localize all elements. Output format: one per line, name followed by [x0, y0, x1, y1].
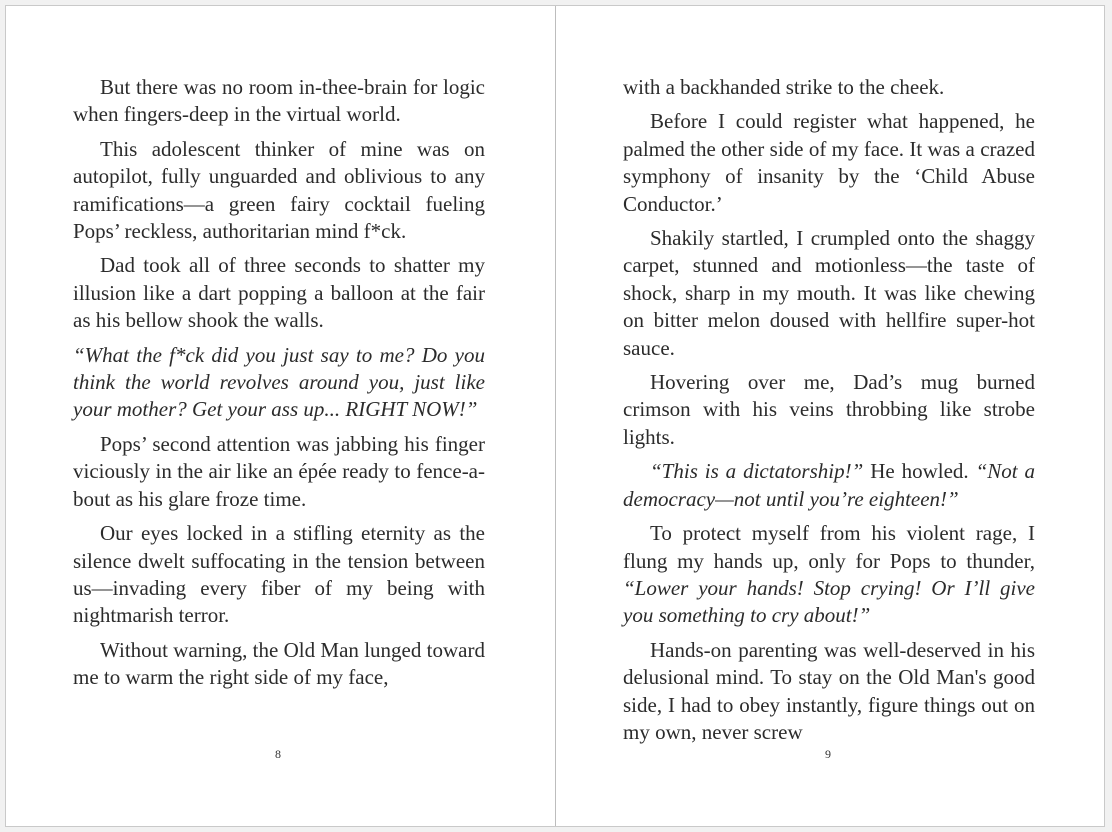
body-text: Our eyes locked in a stifling eternity as the silence dwelt suffocating in the tension between us—invading every fiber of my being with nightmarish terror.	[73, 521, 485, 628]
paragraph	[73, 431, 485, 513]
body-text: Pops’ second attention was jabbing his finger viciously in the air like an épée ready to fence-a-bout as his glare froze time.	[73, 431, 485, 511]
paragraph	[623, 520, 1035, 630]
paragraph	[623, 74, 1035, 101]
body-text: To protect myself from his violent rage, I flung my hands up, only for Pops to thunder,	[623, 521, 1035, 573]
body-text: with a backhanded strike to the cheek.	[623, 75, 945, 99]
paragraph	[73, 520, 485, 630]
page-gutter-divider	[555, 6, 556, 826]
italic-dialogue-text: “What the f*ck did you just say to me? Do you think the world revolves around you, just like your mother? Get your ass up... RIGHT NOW!”	[73, 342, 485, 422]
paragraph	[73, 74, 485, 129]
book-spread	[5, 5, 1105, 827]
body-text: Hovering over me, Dad’s mug burned crimson with his veins throbbing like strobe lights.	[623, 370, 1035, 449]
paragraph	[623, 637, 1035, 747]
body-text: Before I could register what happened, he palmed the other side of my face. It was a crazed symphony of insanity by the ‘Child Abuse Conductor.’	[623, 109, 1035, 216]
paragraph	[623, 225, 1035, 362]
left-page-number: 8	[275, 747, 281, 761]
italic-dialogue-text: “Lower your hands! Stop crying! Or I’ll give you something to cry about!”	[623, 575, 1035, 628]
right-page-number: 9	[825, 747, 831, 761]
body-text: This adolescent thinker of mine was on autopilot, fully unguarded and oblivious to any ramifications—a green fairy cocktail fueling Pops’ reckless, authoritarian mind f*ck.	[73, 136, 485, 244]
italic-dialogue-text: “Not a democracy—not until you’re eighteen!”	[623, 459, 1035, 511]
paragraph	[623, 458, 1035, 513]
body-text: Dad took all of three seconds to shatter my illusion like a dart popping a balloon at the fair as his bellow shook the walls.	[73, 253, 485, 333]
body-text: But there was no room in-thee-brain for logic when fingers-deep in the virtual world.	[73, 75, 485, 127]
italic-dialogue-text: “This is a dictatorship!”	[650, 459, 864, 484]
right-page-body	[623, 74, 1035, 753]
paragraph	[73, 252, 485, 334]
body-text: Hands-on parenting was well-deserved in his delusional mind. To stay on the Old Man's good side, I had to obey instantly, figure things out on my own, never screw	[623, 637, 1035, 744]
body-text: Without warning, the Old Man lunged toward me to warm the right side of my face,	[73, 637, 485, 690]
paragraph	[73, 136, 485, 246]
body-text: He howled.	[863, 459, 976, 484]
paragraph	[623, 108, 1035, 218]
paragraph	[73, 637, 485, 692]
paragraph	[73, 342, 485, 424]
paragraph	[623, 369, 1035, 451]
left-page-body	[73, 74, 485, 699]
body-text: Shakily startled, I crumpled onto the shaggy carpet, stunned and motionless—the taste of shock, sharp in my mouth. It was like chewing on bitter melon doused with hellfire super-hot sauce.	[623, 226, 1035, 360]
